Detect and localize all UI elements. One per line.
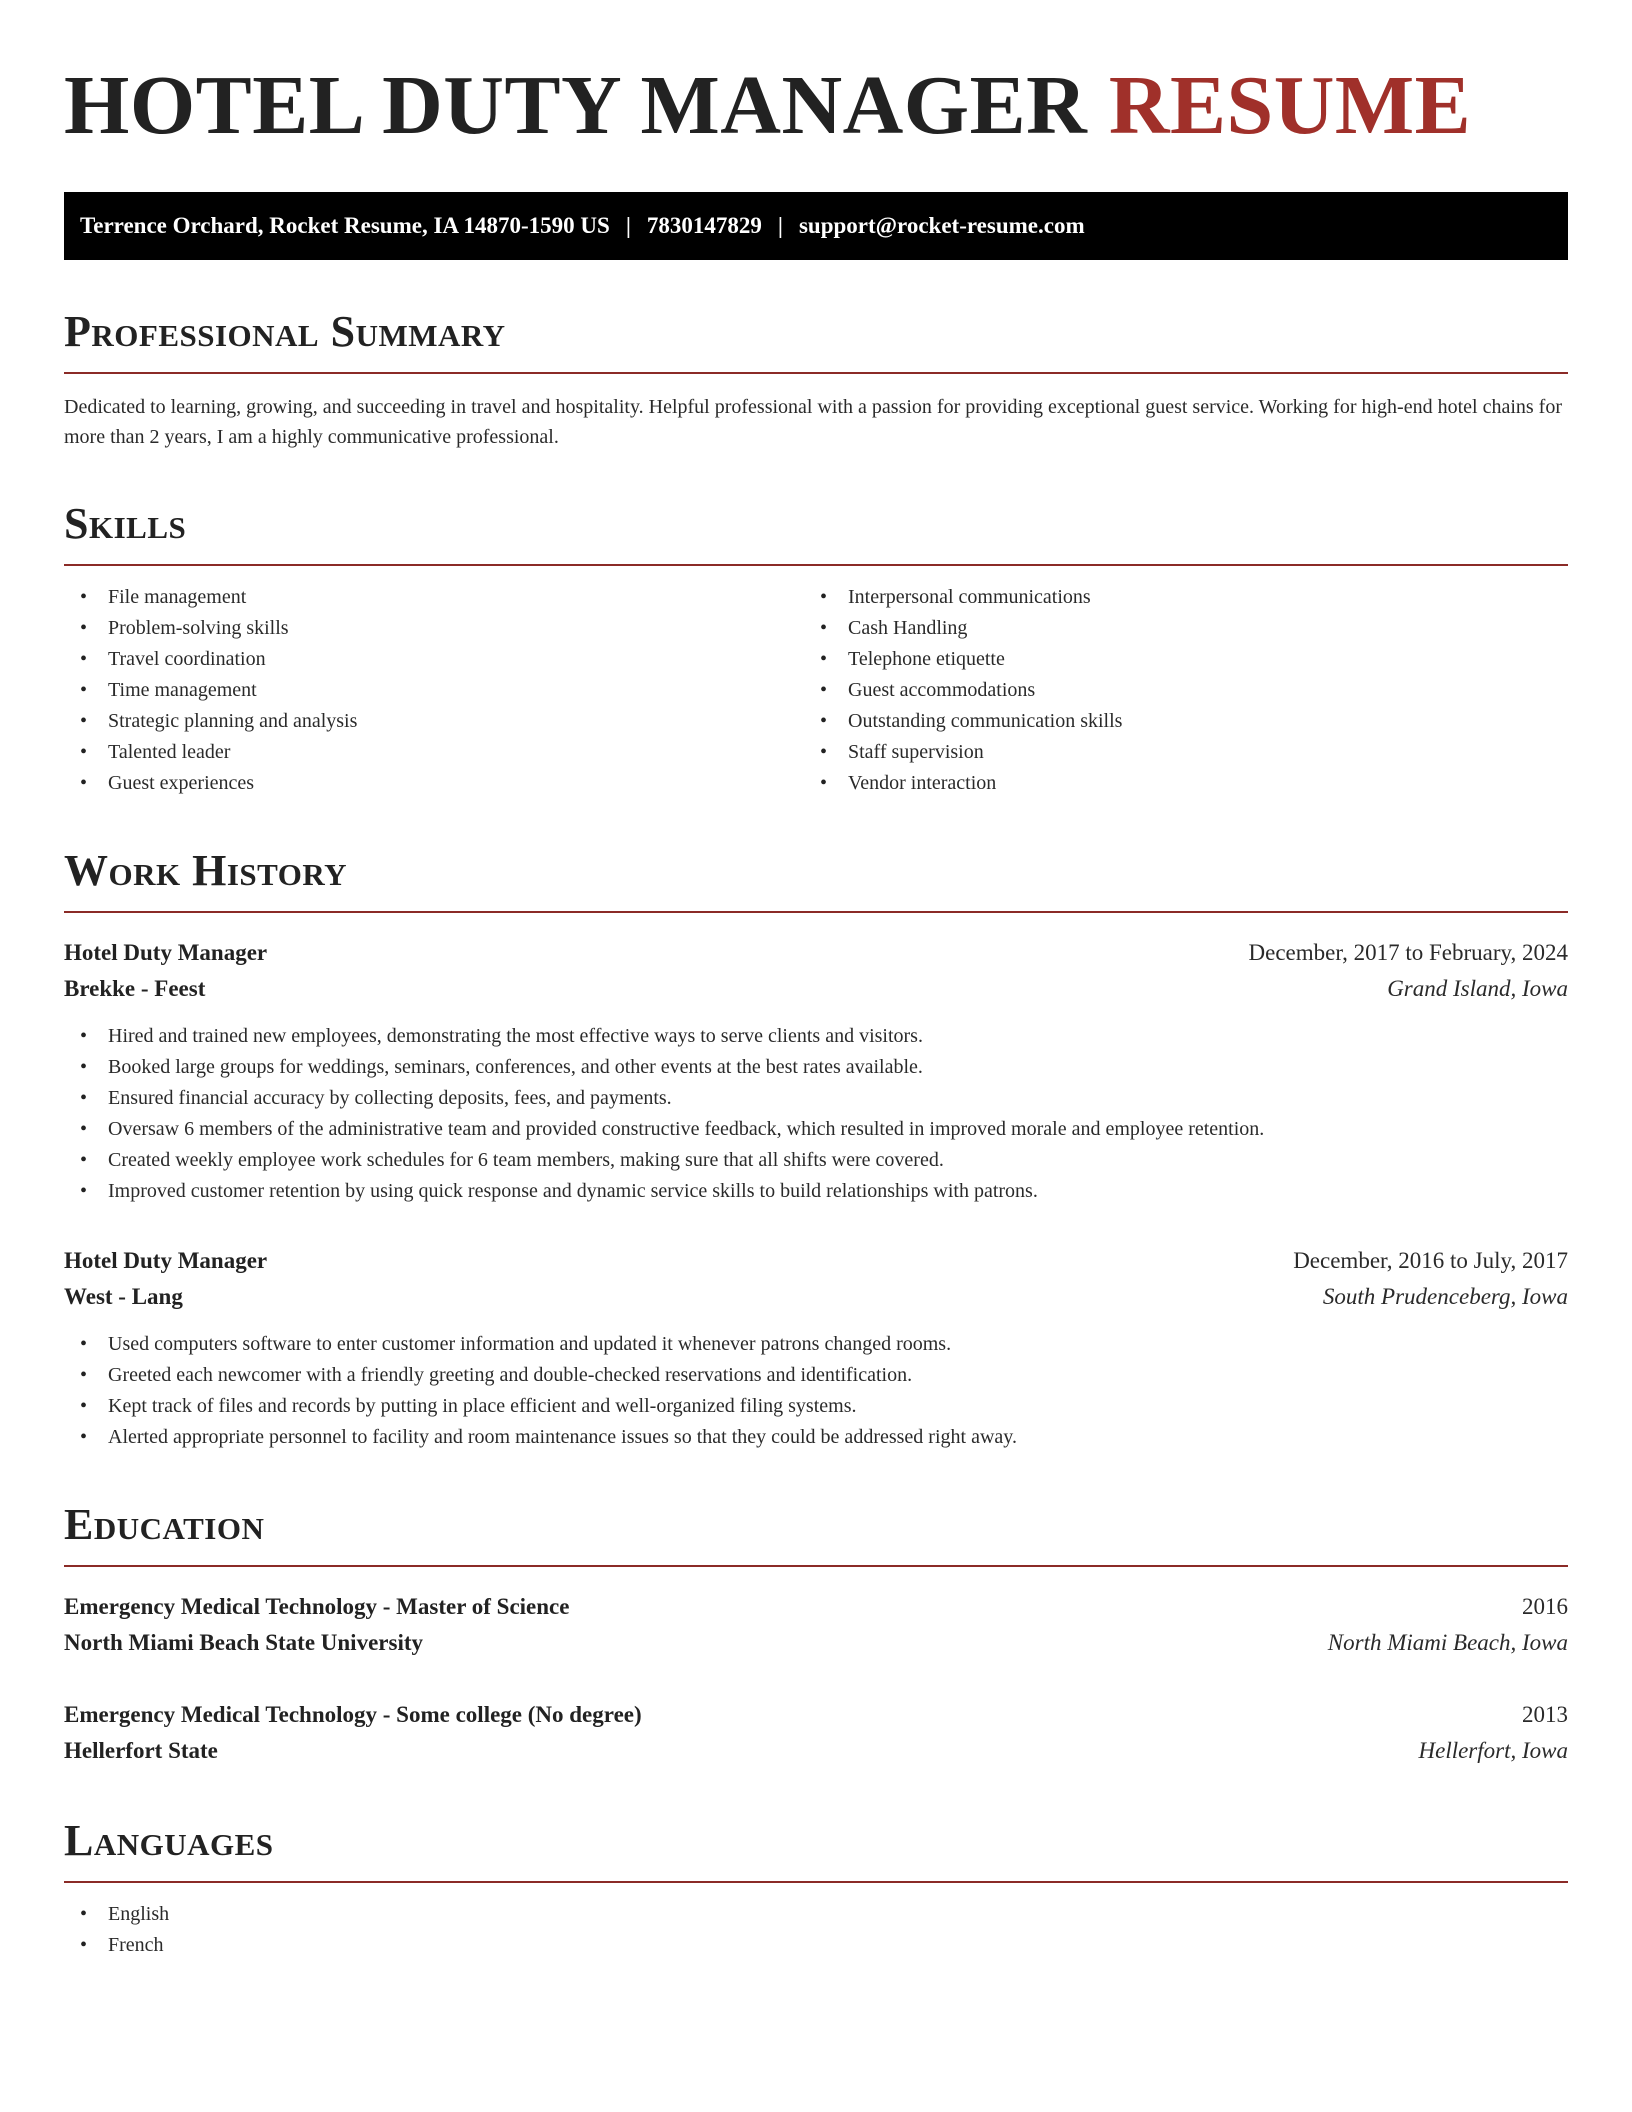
job-duty: • Created weekly employee work schedules for 6 team members, making sure that all shifts were covered.: [64, 1145, 1568, 1176]
job-duty: • Booked large groups for weddings, seminars, conferences, and other events at the best rates available.: [64, 1052, 1568, 1083]
job-location: South Prudenceberg, Iowa: [1322, 1284, 1568, 1309]
section-divider: [64, 911, 1568, 913]
job-dates: December, 2017 to February, 2024: [1248, 940, 1568, 965]
section-divider: [64, 1565, 1568, 1567]
skills-list-left: [64, 582, 804, 799]
skill-item: • Guest experiences: [64, 768, 804, 799]
job-entry: [64, 1243, 1568, 1453]
job-location: Grand Island, Iowa: [1387, 976, 1568, 1001]
job-duties-list: [64, 1021, 1568, 1207]
job-header-row: [64, 1243, 1568, 1279]
education-school: Hellerfort State: [64, 1738, 218, 1763]
skill-item: • Talented leader: [64, 737, 804, 768]
skill-item: • Interpersonal communications: [804, 582, 1544, 613]
education-entry: [64, 1697, 1568, 1769]
job-duties-list: [64, 1329, 1568, 1453]
contact-separator: |: [625, 213, 631, 238]
work-history-section: [64, 845, 1568, 1453]
job-duty: • Ensured financial accuracy by collecting deposits, fees, and payments.: [64, 1083, 1568, 1114]
job-entry: [64, 935, 1568, 1207]
education-entry: [64, 1589, 1568, 1661]
education-school-row: [64, 1625, 1568, 1661]
education-heading: Education: [64, 1500, 265, 1549]
contact-phone[interactable]: 7830147829: [646, 213, 762, 238]
section-divider: [64, 372, 1568, 374]
skill-item: • Strategic planning and analysis: [64, 706, 804, 737]
languages-section: [64, 1815, 1568, 1961]
skill-item: • Cash Handling: [804, 613, 1544, 644]
summary-section: [64, 306, 1568, 452]
job-duty: • Oversaw 6 members of the administrative team and provided constructive feedback, which resulted in improved morale and employee retention.: [64, 1114, 1568, 1145]
job-company-row: [64, 971, 1568, 1007]
education-section: [64, 1499, 1568, 1769]
job-title: Hotel Duty Manager: [64, 940, 268, 965]
skill-item: • Time management: [64, 675, 804, 706]
education-school: North Miami Beach State University: [64, 1630, 423, 1655]
title-main: HOTEL DUTY MANAGER: [64, 59, 1088, 152]
contact-bar: [64, 192, 1568, 260]
education-school-row: [64, 1733, 1568, 1769]
job-company-row: [64, 1279, 1568, 1315]
language-item: • French: [64, 1930, 1568, 1961]
education-location: Hellerfort, Iowa: [1418, 1738, 1568, 1763]
job-duty: • Greeted each newcomer with a friendly greeting and double-checked reservations and identification.: [64, 1360, 1568, 1391]
contact-email[interactable]: support@rocket-resume.com: [798, 213, 1085, 238]
skill-item: • Vendor interaction: [804, 768, 1544, 799]
education-degree-row: [64, 1589, 1568, 1625]
contact-separator: |: [777, 213, 783, 238]
job-dates: December, 2016 to July, 2017: [1293, 1248, 1568, 1273]
skill-item: • Guest accommodations: [804, 675, 1544, 706]
education-year: 2013: [1522, 1702, 1568, 1727]
skill-item: • Staff supervision: [804, 737, 1544, 768]
job-duty: • Kept track of files and records by putting in place efficient and well-organized filing systems.: [64, 1391, 1568, 1422]
skill-item: • Travel coordination: [64, 644, 804, 675]
resume-title: [64, 56, 1568, 156]
section-divider: [64, 1881, 1568, 1883]
languages-list: [64, 1899, 1568, 1961]
language-item: • English: [64, 1899, 1568, 1930]
skill-item: • File management: [64, 582, 804, 613]
job-header-row: [64, 935, 1568, 971]
languages-heading: Languages: [64, 1816, 274, 1865]
skill-item: • Problem-solving skills: [64, 613, 804, 644]
education-degree: Emergency Medical Technology - Some college (No degree): [64, 1702, 642, 1727]
job-title: Hotel Duty Manager: [64, 1248, 268, 1273]
education-degree-row: [64, 1697, 1568, 1733]
summary-text: Dedicated to learning, growing, and succeeding in travel and hospitality. Helpful professional with a passion for providing exceptional guest service. Working for high-end hotel chains for more than 2 years, I am a highly communicative professional.: [64, 396, 1562, 448]
section-divider: [64, 564, 1568, 566]
skills-list-right: [804, 582, 1544, 799]
job-company: Brekke - Feest: [64, 976, 206, 1001]
skills-section: [64, 498, 1568, 799]
skill-item: • Telephone etiquette: [804, 644, 1544, 675]
education-location: North Miami Beach, Iowa: [1327, 1630, 1568, 1655]
summary-heading: Professional Summary: [64, 307, 506, 356]
title-accent: RESUME: [1108, 59, 1472, 152]
skills-grid: [64, 582, 1568, 799]
work-history-heading: Work History: [64, 846, 348, 895]
job-duty: • Hired and trained new employees, demonstrating the most effective ways to serve clients and visitors.: [64, 1021, 1568, 1052]
job-duty: • Used computers software to enter customer information and updated it whenever patrons changed rooms.: [64, 1329, 1568, 1360]
contact-address: Terrence Orchard, Rocket Resume, IA 14870-1590 US: [80, 213, 610, 238]
job-duty: • Alerted appropriate personnel to facility and room maintenance issues so that they could be addressed right away.: [64, 1422, 1568, 1453]
education-degree: Emergency Medical Technology - Master of Science: [64, 1594, 570, 1619]
skill-item: • Outstanding communication skills: [804, 706, 1544, 737]
skills-heading: Skills: [64, 499, 187, 548]
education-year: 2016: [1522, 1594, 1568, 1619]
job-duty: • Improved customer retention by using quick response and dynamic service skills to build relationships with patrons.: [64, 1176, 1568, 1207]
job-company: West - Lang: [64, 1284, 183, 1309]
